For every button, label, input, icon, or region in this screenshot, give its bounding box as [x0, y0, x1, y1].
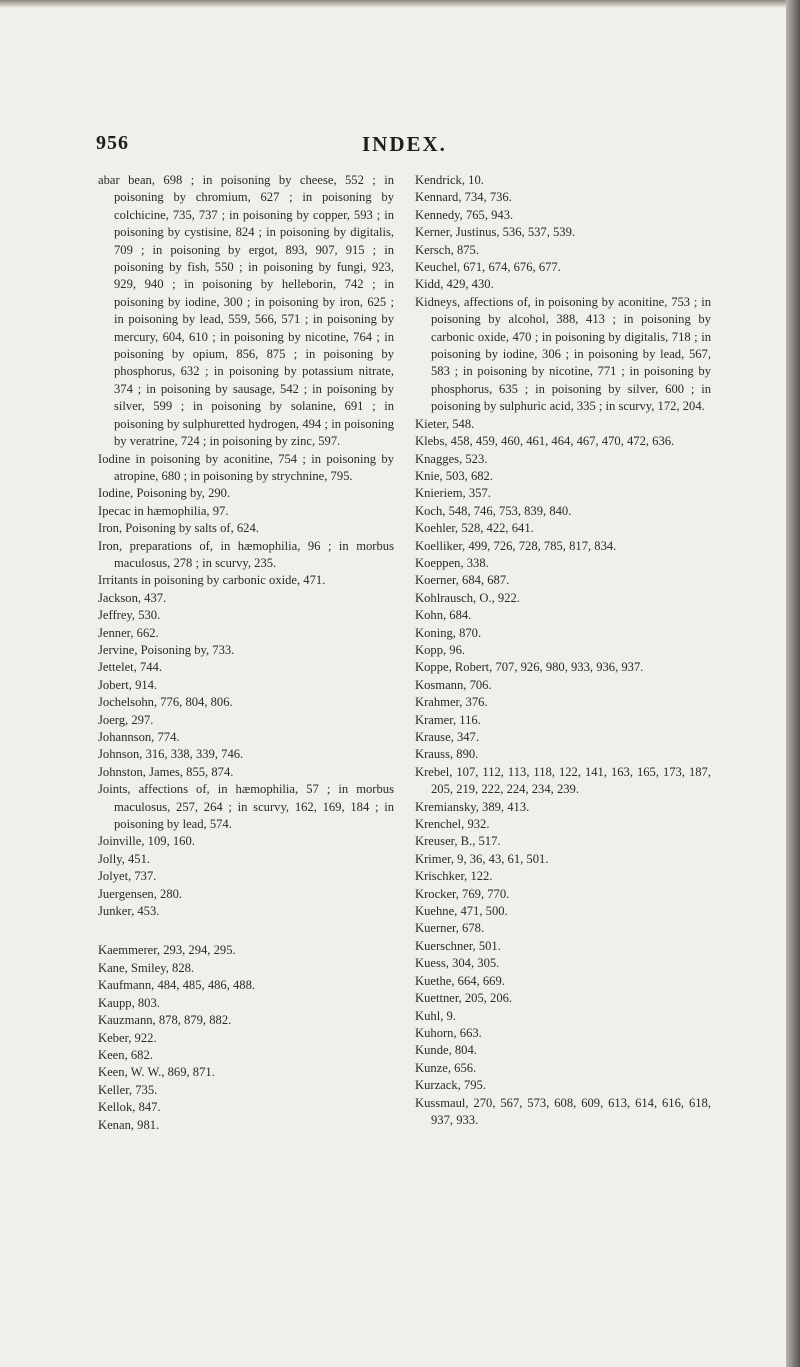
- index-entry: Kuehne, 471, 500.: [415, 904, 508, 919]
- index-entry: Jettelet, 744.: [98, 660, 163, 675]
- index-entry: Koehler, 528, 422, 641.: [415, 521, 534, 536]
- index-entry: Kennedy, 765, 943.: [415, 207, 514, 222]
- index-entry: Koelliker, 499, 726, 728, 785, 817, 834.: [415, 538, 617, 553]
- index-entry: Joerg, 297.: [98, 712, 154, 727]
- index-entry: Kidd, 429, 430.: [415, 277, 494, 292]
- index-entry: Kaemmerer, 293, 294, 295.: [98, 943, 236, 958]
- index-entry: Kuettner, 205, 206.: [415, 991, 513, 1006]
- index-entry: Jenner, 662.: [98, 625, 159, 640]
- index-entry: Keber, 922.: [98, 1030, 157, 1045]
- index-entry: Kidneys, affections of, in poisoning by aconitine, 753 ; in poisoning by alcohol, 388, 413 ; in poisoning by carbonic oxide, 470 ; in poisoning by digitalis, 718 ; in poisoning by iodine, 306 ; in poisoning by lead, 567, 583 ; in poisoning by nicotine, 771 ; in poisoning by phosphorus, 635 ; in poisoning by silver, 600 ; in poisoning by sulphuric acid, 335 ; in scurvy, 172, 204.: [415, 294, 711, 414]
- index-entry: Klebs, 458, 459, 460, 461, 464, 467, 470, 472, 636.: [415, 434, 675, 449]
- index-entry: Krimer, 9, 36, 43, 61, 501.: [415, 851, 549, 866]
- index-entry: Jeffrey, 530.: [98, 608, 161, 623]
- index-entry: Krauss, 890.: [415, 747, 479, 762]
- index-entry: Kohn, 684.: [415, 608, 472, 623]
- index-entry: abar bean, 698 ; in poisoning by cheese, 552 ; in poisoning by chromium, 627 ; in poisoning by colchicine, 735, 737 ; in poisoning by copper, 593 ; in poisoning by cystisine, 824 ; in poisoning by digitalis, 709 ; in poisoning by ergot, 893, 907, 915 ; in poisoning by fish, 550 ; in poisoning by fungi, 923, 929, 940 ; in poisoning by helleborin, 742 ; in poisoning by iodine, 300 ; in poisoning by iron, 625 ; in poisoning by lead, 559, 566, 571 ; in poisoning by mercury, 604, 610 ; in poisoning by nicotine, 764 ; in poisoning by opium, 856, 875 ; in poisoning by phosphorus, 632 ; in poisoning by potassium nitrate, 374 ; in poisoning by sausage, 542 ; in poisoning by silver, 599 ; in poisoning by solanine, 691 ; in poisoning by sulphuretted hydrogen, 494 ; in poisoning by veratrine, 724 ; in poisoning by zinc, 597.: [98, 173, 394, 449]
- index-entry: Knie, 503, 682.: [415, 468, 494, 483]
- scan-top-edge: [0, 0, 800, 8]
- index-entry: Keuchel, 671, 674, 676, 677.: [415, 260, 561, 275]
- index-entry: Kauzmann, 878, 879, 882.: [98, 1013, 232, 1028]
- index-entry: Kersch, 875.: [415, 242, 480, 257]
- index-entry: Iron, preparations of, in hæmophilia, 96 ; in morbus maculosus, 278 ; in scurvy, 235.: [98, 538, 394, 570]
- index-entry: Krause, 347.: [415, 730, 480, 744]
- index-entry: Kenan, 981.: [98, 1117, 160, 1132]
- index-entry: Kremiansky, 389, 413.: [415, 799, 530, 814]
- running-title: INDEX.: [362, 132, 447, 156]
- index-entry: Kendrick, 10.: [415, 173, 484, 187]
- index-entry: Kuethe, 664, 669.: [415, 973, 505, 988]
- index-entry: Joinville, 109, 160.: [98, 834, 195, 849]
- index-column-right: [415, 172, 711, 1129]
- index-entry: Kussmaul, 270, 567, 573, 608, 609, 613, 614, 616, 618, 937, 933.: [415, 1095, 711, 1127]
- index-entry: Keen, 682.: [98, 1047, 153, 1062]
- index-entry: Johannson, 774.: [98, 730, 180, 744]
- index-entry: Krebel, 107, 112, 113, 118, 122, 141, 163, 165, 173, 187, 205, 219, 222, 224, 234, 239.: [415, 764, 711, 797]
- index-entry: Keller, 735.: [98, 1082, 158, 1097]
- index-entry: Knieriem, 357.: [415, 486, 491, 501]
- index-entry: Kuhorn, 663.: [415, 1025, 482, 1040]
- index-entry: Kuerschner, 501.: [415, 938, 501, 953]
- index-column-left: [98, 172, 394, 1134]
- index-entry: Krocker, 769, 770.: [415, 886, 510, 901]
- index-entry: Kieter, 548.: [415, 416, 475, 431]
- index-entry: Kopp, 96.: [415, 642, 466, 657]
- index-entry: Jolly, 451.: [98, 851, 151, 866]
- book-spine-edge: [786, 0, 800, 1367]
- index-entry: Iodine, Poisoning by, 290.: [98, 486, 231, 501]
- index-entry: Kohlrausch, O., 922.: [415, 590, 520, 605]
- index-entry: Krahmer, 376.: [415, 695, 488, 710]
- index-entry: Knagges, 523.: [415, 451, 488, 466]
- index-entry: Jobert, 914.: [98, 677, 158, 692]
- index-entry: Kurzack, 795.: [415, 1078, 486, 1093]
- index-entry: Kosmann, 706.: [415, 677, 492, 692]
- page-number: 956: [96, 132, 129, 154]
- index-entry: Irritants in poisoning by carbonic oxide, 471.: [98, 573, 326, 588]
- index-entry: Kuerner, 678.: [415, 921, 485, 936]
- index-entry: Joints, affections of, in hæmophilia, 57 ; in morbus maculosus, 257, 264 ; in scurvy, 162, 169, 184 ; in poisoning by lead, 574.: [98, 782, 394, 832]
- index-entry: Iron, Poisoning by salts of, 624.: [98, 521, 259, 536]
- index-entry: Kane, Smiley, 828.: [98, 960, 195, 975]
- index-entry: Kuhl, 9.: [415, 1008, 456, 1023]
- index-entry: Junker, 453.: [98, 904, 160, 919]
- index-entry: Koning, 870.: [415, 625, 482, 640]
- index-entry: Kunde, 804.: [415, 1043, 477, 1058]
- index-entry: Kennard, 734, 736.: [415, 190, 512, 205]
- index-entry: Kerner, Justinus, 536, 537, 539.: [415, 225, 576, 240]
- index-entry: Johnston, James, 855, 874.: [98, 764, 234, 779]
- index-entry: Kramer, 116.: [415, 712, 481, 727]
- index-entry: Kaufmann, 484, 485, 486, 488.: [98, 978, 256, 993]
- index-entry: Keen, W. W., 869, 871.: [98, 1065, 215, 1080]
- index-entry: Kaupp, 803.: [98, 995, 160, 1010]
- index-entry: Jackson, 437.: [98, 590, 167, 605]
- index-entry: Jochelsohn, 776, 804, 806.: [98, 695, 233, 710]
- index-entry: Ipecac in hæmophilia, 97.: [98, 503, 229, 518]
- index-entry: Koppe, Robert, 707, 926, 980, 933, 936, 937.: [415, 660, 644, 675]
- index-entry: Juergensen, 280.: [98, 886, 183, 901]
- index-entry: Krischker, 122.: [415, 869, 493, 884]
- index-entry: Krenchel, 932.: [415, 817, 490, 832]
- index-entry: Iodine in poisoning by aconitine, 754 ; in poisoning by atropine, 680 ; in poisoning by strychnine, 795.: [98, 451, 394, 483]
- section-gap: [98, 920, 394, 942]
- index-entry: Koerner, 684, 687.: [415, 573, 510, 588]
- index-entry: Jervine, Poisoning by, 733.: [98, 642, 235, 657]
- index-entry: Johnson, 316, 338, 339, 746.: [98, 747, 244, 762]
- index-entry: Jolyet, 737.: [98, 869, 157, 884]
- index-entry: Kreuser, B., 517.: [415, 834, 501, 849]
- index-entry: Koeppen, 338.: [415, 555, 489, 570]
- index-entry: Kunze, 656.: [415, 1060, 477, 1075]
- index-entry: Kuess, 304, 305.: [415, 956, 500, 971]
- index-entry: Kellok, 847.: [98, 1100, 161, 1115]
- index-entry: Koch, 548, 746, 753, 839, 840.: [415, 503, 572, 518]
